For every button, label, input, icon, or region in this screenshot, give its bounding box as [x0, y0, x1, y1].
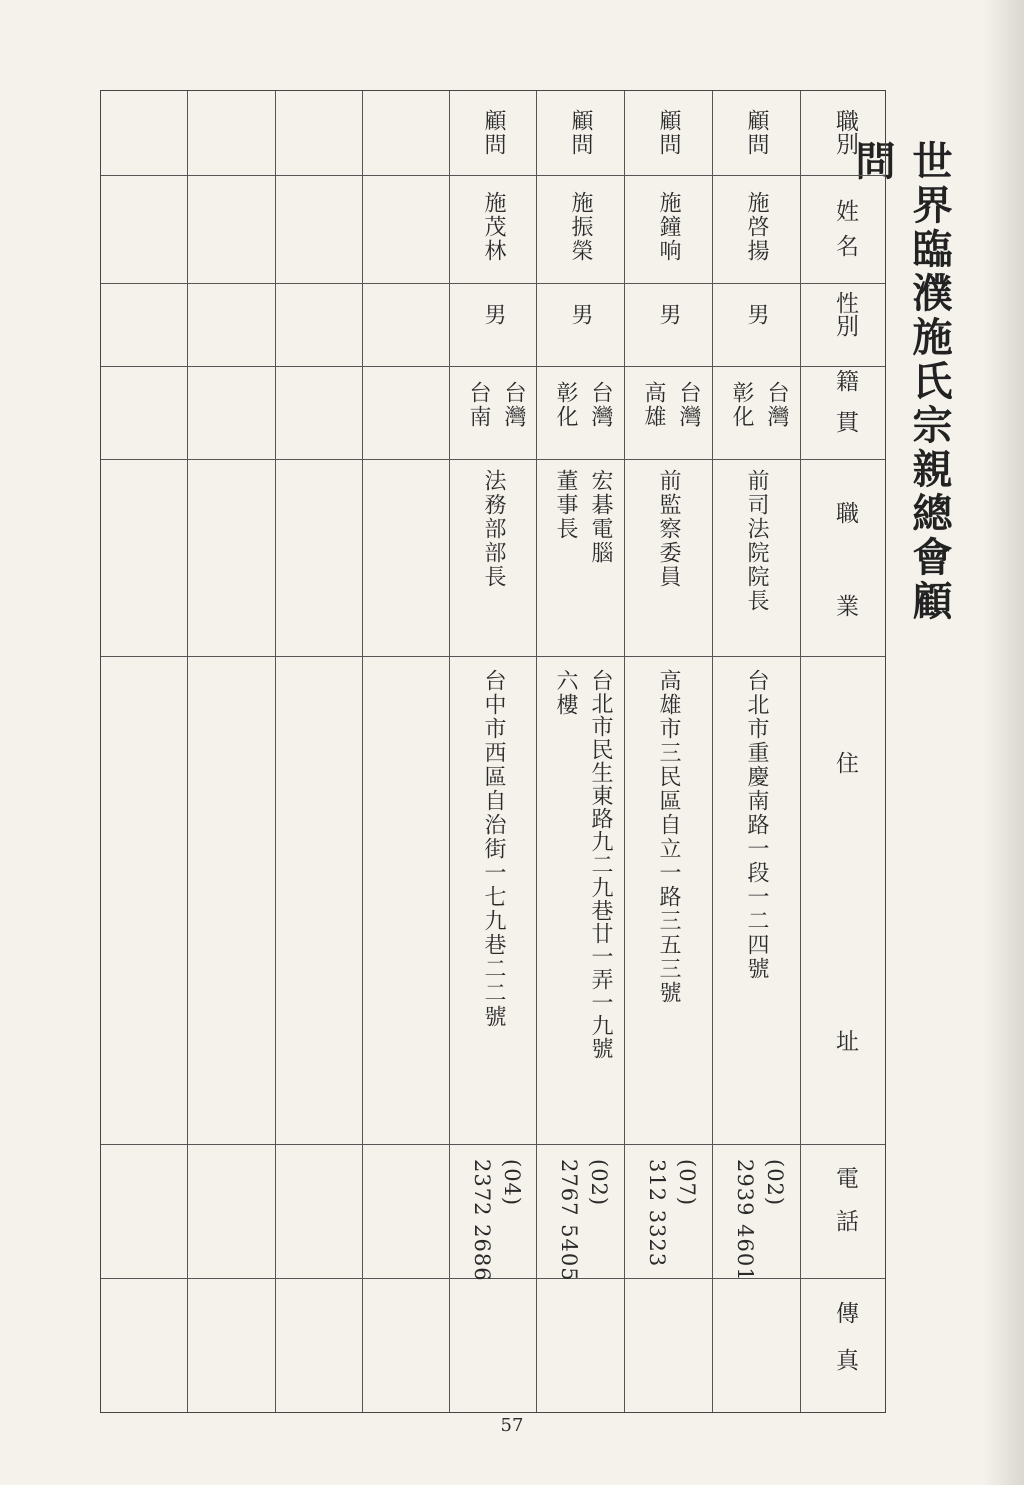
row-1-origin-1: 台灣	[764, 381, 789, 429]
header-sex: 性別	[832, 291, 858, 337]
row-3-phone-number: 2767 5405	[557, 1159, 581, 1282]
header-origin: 籍貫	[832, 369, 858, 451]
row-2-role: 顧問	[656, 109, 681, 157]
row-2-address: 高雄市三民區自立一路三五三號	[656, 669, 681, 1005]
header-address-1: 住	[832, 751, 858, 774]
column-divider	[624, 91, 625, 1412]
row-3-address-1: 台北市民生東路九二九巷廿一弄一九號	[588, 669, 613, 1060]
row-2-phone-number: 312 3323	[645, 1159, 669, 1268]
column-divider	[362, 91, 363, 1412]
row-3-occupation-2: 董事長	[553, 469, 578, 541]
row-3-origin-1: 台灣	[588, 381, 613, 429]
row-1-role: 顧問	[744, 109, 769, 157]
row-3-occupation-1: 宏碁電腦	[588, 469, 613, 565]
header-address-2: 址	[832, 1029, 858, 1052]
column-divider	[275, 91, 276, 1412]
row-4-origin-2: 台南	[466, 381, 491, 429]
column-divider	[712, 91, 713, 1412]
row-3-sex: 男	[568, 303, 593, 327]
page-title: 世界臨濮施氏宗親總會顧問	[849, 140, 952, 624]
row-3-name: 施振榮	[568, 191, 593, 263]
row-2-phone-code: (07)	[675, 1159, 699, 1207]
header-phone: 電話	[832, 1166, 858, 1252]
column-divider	[187, 91, 188, 1412]
page-edge-shadow	[984, 0, 1024, 1485]
row-divider	[101, 1144, 885, 1145]
row-4-name: 施茂林	[481, 191, 506, 263]
row-4-phone-code: (04)	[500, 1159, 524, 1207]
row-4-sex: 男	[481, 303, 506, 327]
row-1-phone-number: 2939 4601	[733, 1159, 757, 1282]
row-3-role: 顧問	[568, 109, 593, 157]
row-4-address: 台中市西區自治街一七九巷二二號	[481, 669, 506, 1029]
row-2-sex: 男	[656, 303, 681, 327]
row-1-name: 施啓揚	[744, 191, 769, 263]
row-3-origin-2: 彰化	[553, 381, 578, 429]
row-1-phone-code: (02)	[763, 1159, 787, 1207]
row-divider	[101, 283, 885, 284]
row-divider	[101, 366, 885, 367]
row-3-phone-code: (02)	[587, 1159, 611, 1207]
advisor-table	[100, 90, 886, 1413]
page-number: 57	[500, 1415, 524, 1436]
row-1-sex: 男	[744, 303, 769, 327]
row-4-occupation: 法務部部長	[481, 469, 506, 589]
row-2-name: 施鐘响	[656, 191, 681, 263]
row-1-address: 台北市重慶南路一段一二四號	[744, 669, 769, 981]
row-divider	[101, 656, 885, 657]
header-name: 姓名	[832, 199, 858, 269]
header-fax: 傳真	[832, 1301, 858, 1395]
column-divider	[536, 91, 537, 1412]
row-1-occupation: 前司法院院長	[744, 469, 769, 613]
row-2-occupation: 前監察委員	[656, 469, 681, 589]
row-4-role: 顧問	[481, 109, 506, 157]
column-divider	[449, 91, 450, 1412]
header-occupation-2: 業	[832, 594, 858, 617]
row-divider	[101, 459, 885, 460]
column-divider	[800, 91, 801, 1412]
row-4-origin-1: 台灣	[501, 381, 526, 429]
row-2-origin-1: 台灣	[676, 381, 701, 429]
row-4-phone-number: 2372 2686	[470, 1159, 494, 1282]
row-3-address-2: 六樓	[553, 669, 578, 717]
header-role: 職別	[832, 109, 858, 155]
row-divider	[101, 175, 885, 176]
row-2-origin-2: 高雄	[641, 381, 666, 429]
header-occupation-1: 職	[832, 501, 858, 524]
row-1-origin-2: 彰化	[729, 381, 754, 429]
